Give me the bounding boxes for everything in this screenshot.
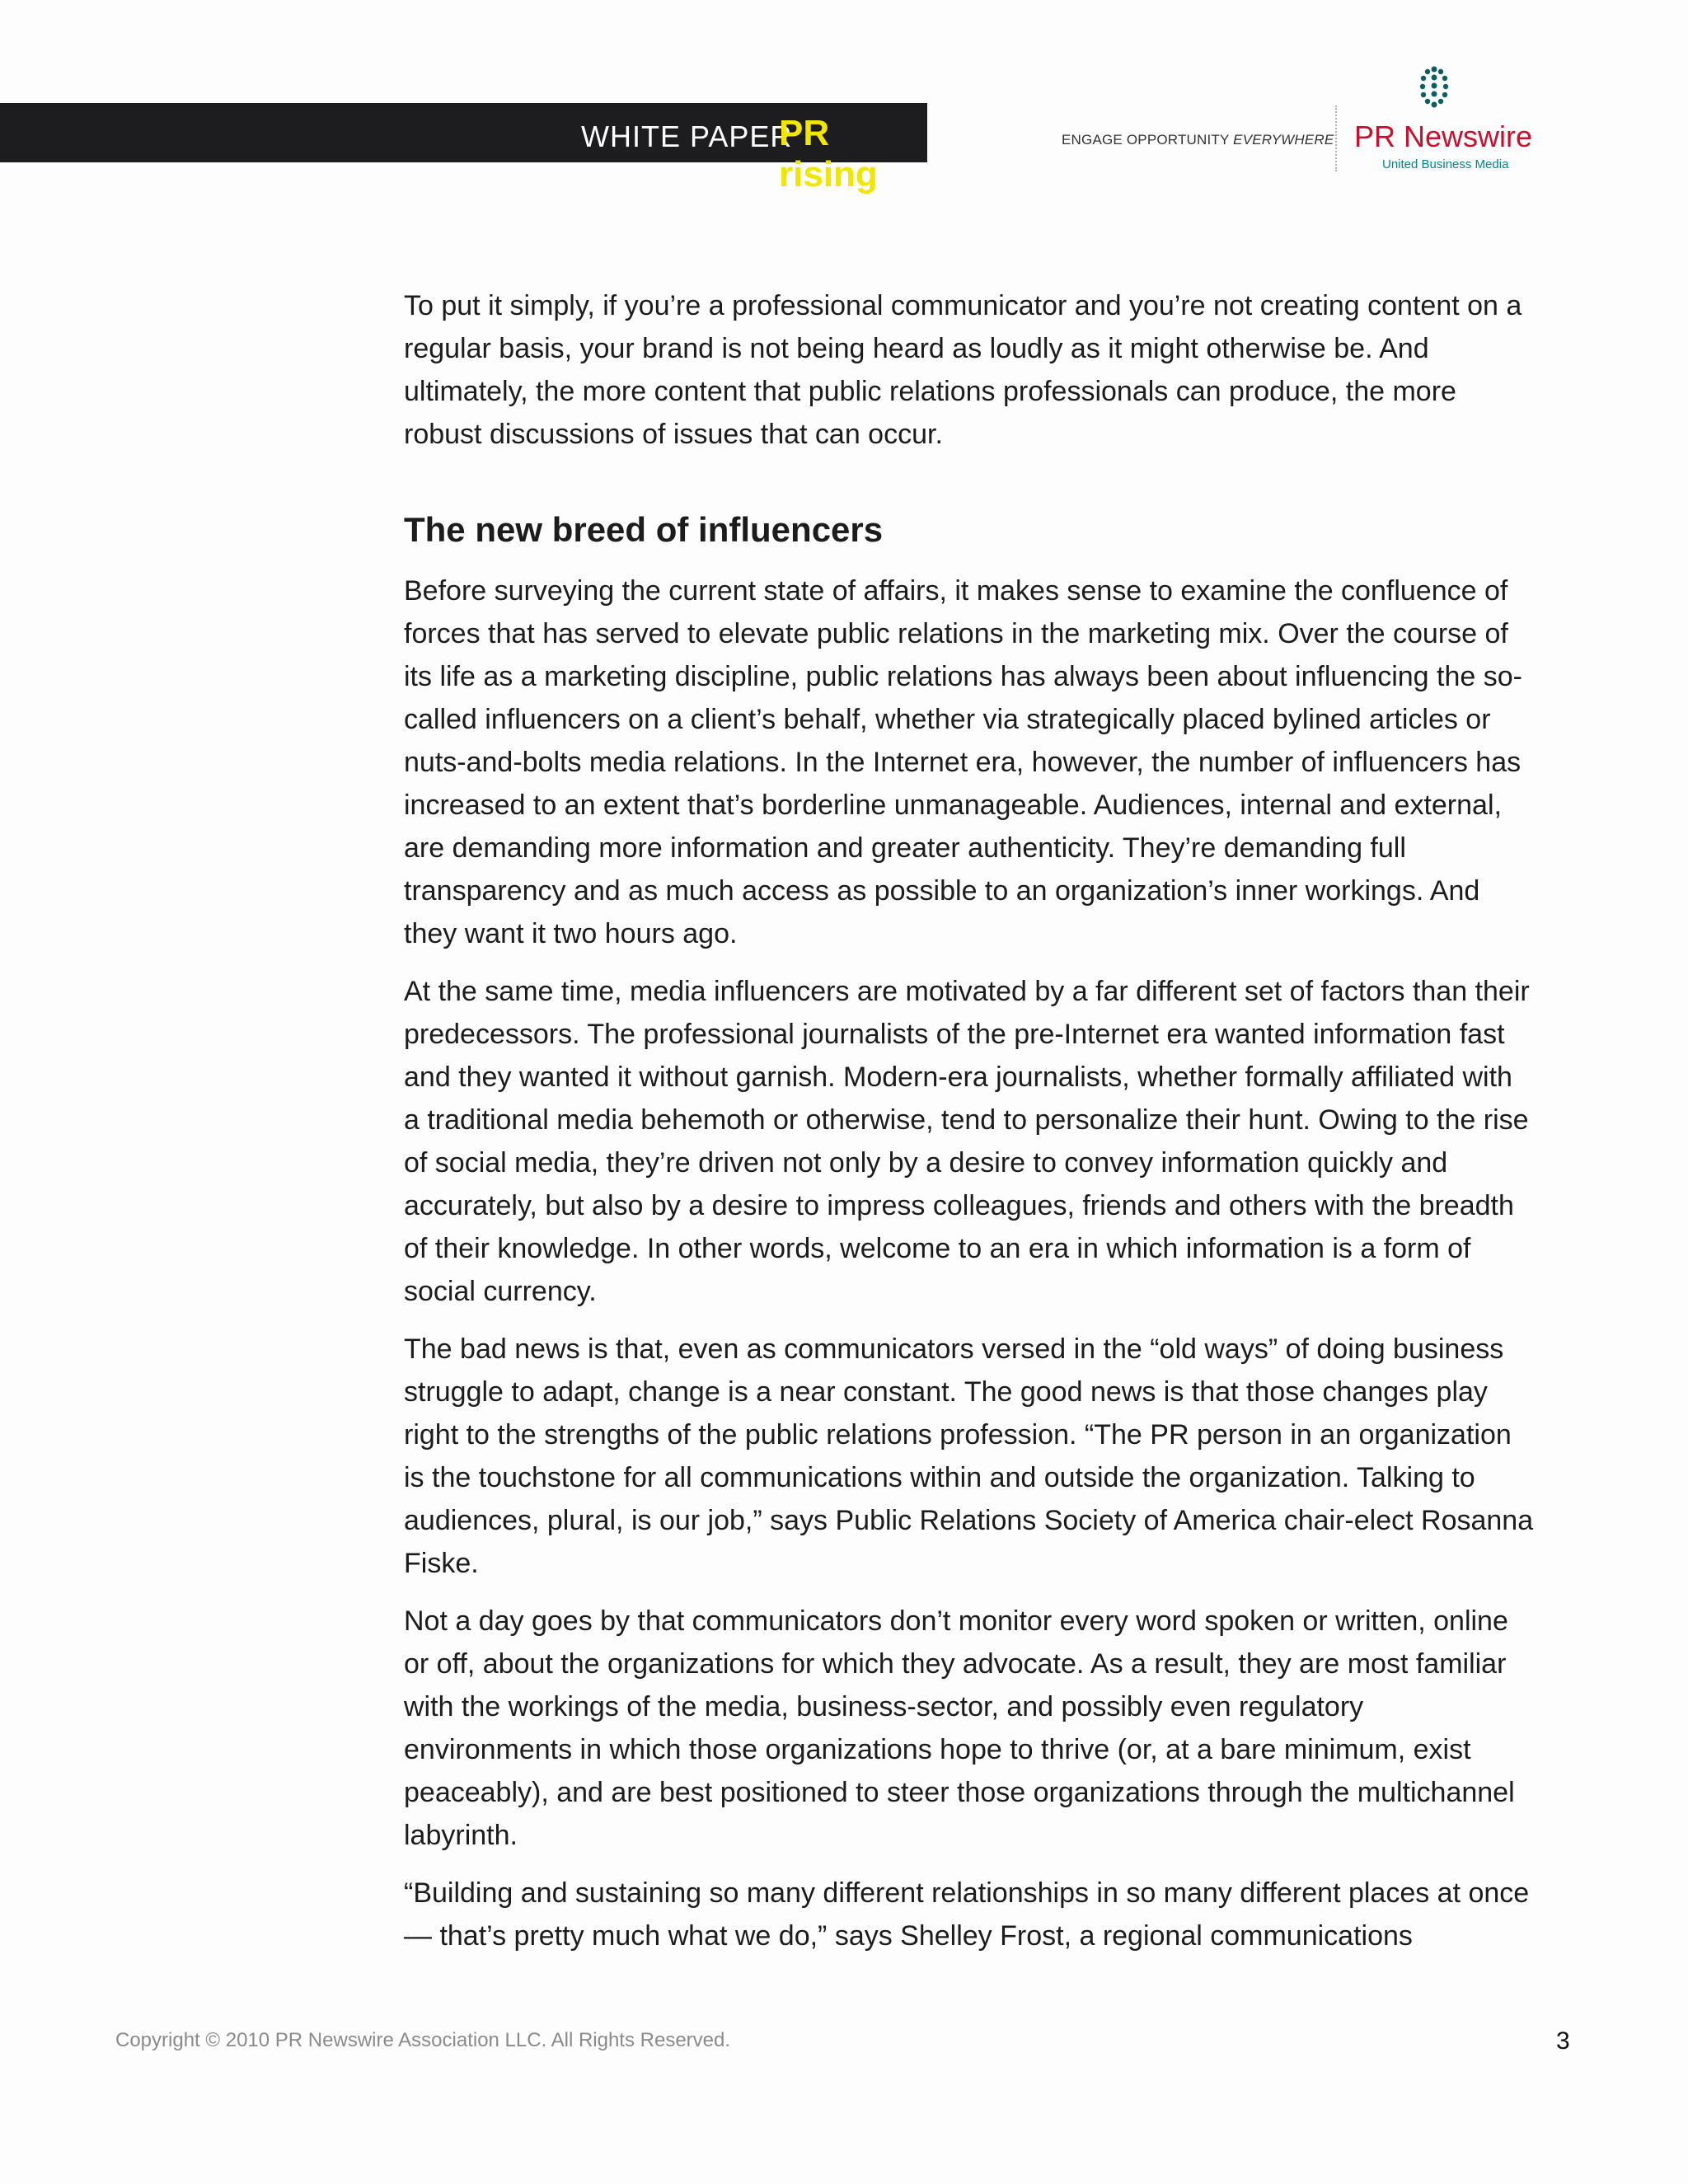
tagline-emphasis: EVERYWHERE [1233, 132, 1334, 148]
tagline-main: ENGAGE OPPORTUNITY [1062, 132, 1230, 148]
body-paragraph: At the same time, media influencers are motivated by a far different set of factors than their predecessors. The professional journalists of the pre-Internet era wanted information fast and they wanted it without garnish. Modern-era journalists, whether formally affiliated with a traditional media behemoth or otherwise, tend to personalize their hunt. Owing to the rise of social media, they’re driven not only by a desire to convey information quickly and accurately, but also by a desire to impress colleagues, friends and others with the breadth of their knowledge. In other words, welcome to an era in which information is a form of social currency. [404, 976, 1530, 1307]
page-number: 3 [1556, 2027, 1570, 2055]
body-paragraph: Not a day goes by that communicators don’t monitor every word spoken or written, online or off, about the organizations for which they advocate. As a result, they are most familiar with the workings of the media, business-sector, and possibly even regulatory environments in which those organizations hope to thrive (or, at a bare minimum, exist peaceably), and are best positioned to steer those organizations through the multichannel labyrinth. [404, 1605, 1515, 1851]
logo-divider [1335, 105, 1337, 171]
body-paragraph: “Building and sustaining so many different relationships in so many different places at once — that’s pretty much what we do,” says Shelley Frost, a regional communications [404, 1877, 1530, 1952]
header-bar [0, 103, 927, 194]
body-paragraph: Before surveying the current state of affairs, it makes sense to examine the confluence of forces that has served to elevate public relations in the marketing mix. Over the course of its life as a marketing discipline, public relations has always been about influencing the so-called influencers on a client’s behalf, whether via strategically placed bylined articles or nuts-and-bolts media relations. In the Internet era, however, the number of influencers has increased to an extent that’s borderline unmanageable. Audiences, internal and external, are demanding more information and greater authenticity. They’re demanding full transparency and as much access as possible to an organization’s inner workings. And they want it two hours ago. [404, 575, 1522, 949]
footer-copyright: Copyright © 2010 PR Newswire Association LLC. All Rights Reserved. [115, 2029, 731, 2051]
logo-wordmark: PR Newswire [1354, 120, 1533, 153]
document-type-label: WHITE PAPER [581, 120, 793, 153]
section-heading: The new breed of influencers [404, 510, 884, 549]
logo-subtitle: United Business Media [1382, 157, 1509, 171]
tagline [1062, 132, 1334, 148]
body-paragraph: The bad news is that, even as communicators versed in the “old ways” of doing business struggle to adapt, change is a near constant. The good news is that those changes play right to the strengths of the public relations profession. “The PR person in an organization is the touchstone for all communications within and outside the organization. Talking to audiences, plural, is our job,” says Public Relations Society of America chair-elect Rosanna Fiske. [404, 1333, 1534, 1579]
document-title: PR rising [779, 113, 878, 194]
intro-paragraph: To put it simply, if you’re a professional communicator and you’re not creating content on a regular basis, your brand is not being heard as loudly as it might otherwise be. And ultimately, the more content that public relations professionals can produce, the more robust discussions of issues that can occur. [404, 290, 1522, 450]
article-body [404, 284, 1535, 1972]
pr-newswire-logo-icon [1419, 66, 1449, 110]
